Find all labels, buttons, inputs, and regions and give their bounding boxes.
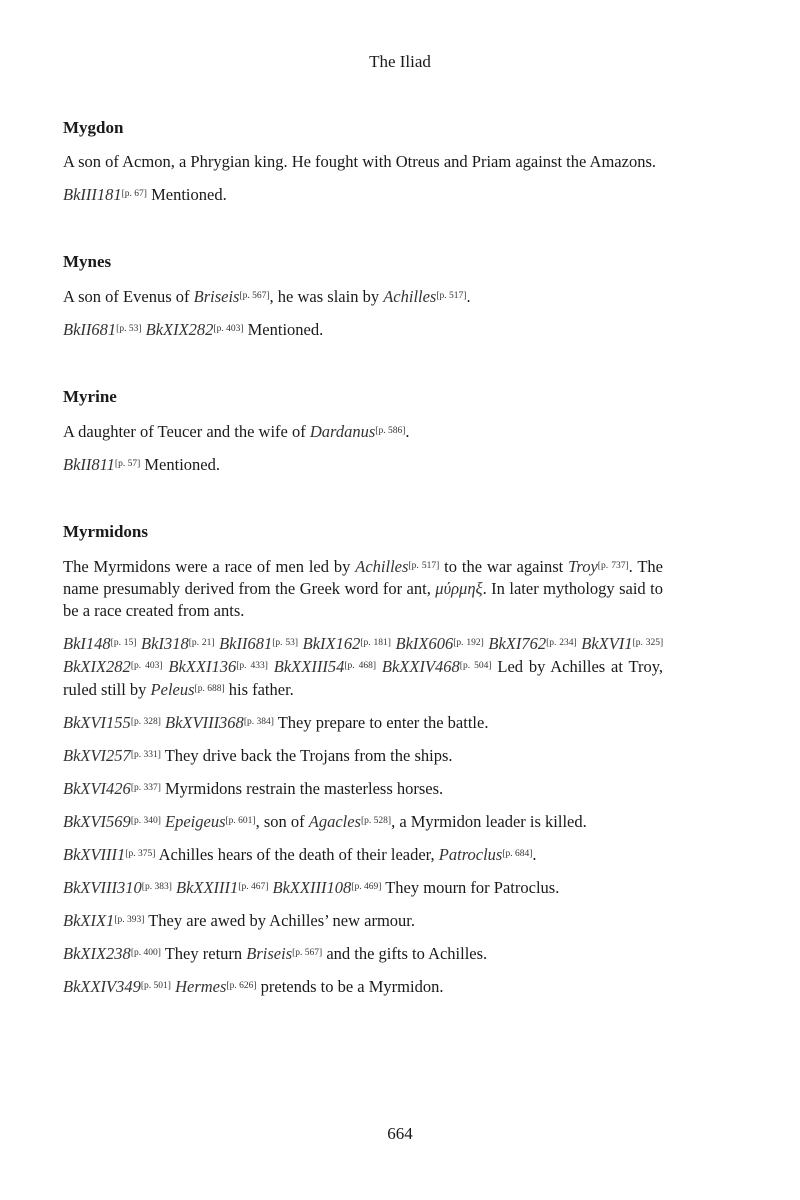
book-reference-link[interactable]: BkI148 [63, 634, 111, 653]
reference-note: They mourn for Patroclus. [381, 878, 560, 897]
reference-note: Mentioned. [144, 455, 220, 474]
cross-reference-link[interactable]: Briseis [193, 287, 240, 306]
book-reference-link[interactable]: BkXVI569 [63, 812, 131, 831]
book-reference-link[interactable]: BkXIX282 [63, 657, 131, 676]
entry-title: Mygdon [63, 118, 124, 137]
text: . [405, 422, 410, 441]
book-reference-link[interactable]: BkXXIV468 [381, 657, 460, 676]
page-reference: [p. 67] [121, 189, 147, 199]
page-reference: [p. 15] [110, 638, 137, 648]
reference-line [63, 183, 663, 206]
page-reference: [p. 626] [226, 981, 257, 991]
book-reference-link[interactable]: BkIX162 [302, 634, 361, 653]
entry-mygdon [63, 118, 663, 206]
book-reference-link[interactable]: BkXIX238 [63, 944, 131, 963]
entry-title: Mynes [63, 252, 112, 271]
cross-reference-link[interactable]: Peleus [150, 680, 195, 699]
reference-line [63, 632, 663, 701]
page-reference: [p. 384] [243, 717, 274, 727]
book-reference-link[interactable]: BkXXIII108 [272, 878, 352, 897]
page-reference: [p. 684] [502, 849, 533, 859]
book-reference-link[interactable]: BkXVI1 [581, 634, 633, 653]
reference-line [63, 744, 663, 767]
page-reference: [p. 601] [225, 816, 256, 826]
reference-line [63, 711, 663, 734]
page-reference: [p. 469] [351, 882, 382, 892]
cross-reference-link[interactable]: Briseis [246, 944, 293, 963]
page-reference: [p. 528] [360, 816, 392, 826]
reference-note: . [532, 845, 537, 864]
book-reference-link[interactable]: BkII811 [63, 455, 115, 474]
page-reference: [p. 337] [130, 783, 161, 793]
book-reference-link[interactable]: BkXXI136 [168, 657, 237, 676]
page-reference: [p. 234] [546, 638, 577, 648]
text: to the war against [439, 557, 569, 576]
text: A son of Evenus of [63, 287, 194, 306]
entry-myrmidons [63, 522, 663, 998]
page-reference: [p. 403] [130, 661, 163, 671]
book-reference-link[interactable]: BkXXIII1 [176, 878, 239, 897]
page-reference: [p. 53] [116, 324, 142, 334]
page-reference: [p. 393] [114, 915, 145, 925]
running-head: The Iliad [369, 52, 431, 71]
page-reference: [p. 517] [436, 291, 467, 301]
text: . In later mythology said to be a race created from ants. [63, 579, 663, 620]
page-reference: [p. 517] [408, 561, 440, 571]
reference-note: and the gifts to Achilles. [322, 944, 488, 963]
page-number: 664 [387, 1124, 413, 1143]
page-reference: [p. 737] [597, 561, 629, 571]
cross-reference-link[interactable]: Epeigeus [165, 812, 226, 831]
reference-line [63, 810, 663, 833]
page-reference: [p. 331] [130, 750, 161, 760]
page-reference: [p. 504] [459, 661, 492, 671]
reference-note: They are awed by Achilles’ new armour. [144, 911, 416, 930]
entry-myrine [63, 387, 663, 476]
reference-note: , son of [255, 812, 309, 831]
book-reference-link[interactable]: BkXVI426 [63, 779, 131, 798]
text: . [466, 287, 471, 306]
book-reference-link[interactable]: BkIX606 [395, 634, 454, 653]
cross-reference-link[interactable]: Troy [568, 557, 598, 576]
text: The Myrmidons were a race of men led by [63, 557, 356, 576]
page-reference: [p. 21] [188, 638, 215, 648]
page-reference: [p. 586] [375, 426, 406, 436]
cross-reference-link[interactable]: Dardanus [309, 422, 376, 441]
text: . The name presumably derived from the Greek word for ant, [63, 557, 664, 598]
entry-description: A son of Acmon, a Phrygian king. He fought with Otreus and Priam against the Amazons. [63, 152, 657, 171]
page-reference: [p. 340] [130, 816, 161, 826]
book-reference-link[interactable]: BkXXIII54 [273, 657, 345, 676]
page-reference: [p. 567] [239, 291, 270, 301]
book-reference-link[interactable]: BkXVIII1 [63, 845, 126, 864]
main-content [63, 118, 663, 1044]
reference-line [63, 975, 663, 998]
cross-reference-link[interactable]: Achilles [355, 557, 409, 576]
reference-note: Mentioned. [146, 185, 227, 204]
reference-note: pretends to be a Myrmidon. [256, 977, 444, 996]
cross-reference-link[interactable]: Achilles [383, 287, 437, 306]
reference-note: his father. [224, 680, 294, 699]
reference-note: Mentioned. [247, 320, 324, 339]
text: A daughter of Teucer and the wife of [63, 422, 310, 441]
book-reference-link[interactable]: BkXVIII310 [63, 878, 142, 897]
cross-reference-link[interactable]: Patroclus [438, 845, 503, 864]
book-reference-link[interactable]: BkXIX282 [145, 320, 214, 339]
book-reference-link[interactable]: BkXIX1 [63, 911, 115, 930]
page-reference: [p. 383] [141, 882, 172, 892]
page-reference: [p. 403] [213, 324, 244, 334]
book-reference-link[interactable]: BkXVIII368 [165, 713, 244, 732]
cross-reference-link[interactable]: Agacles [308, 812, 361, 831]
entry-description [63, 285, 663, 308]
page-reference: [p. 57] [114, 459, 141, 469]
reference-note: Myrmidons restrain the masterless horses. [160, 779, 444, 798]
book-reference-link[interactable]: BkII681 [219, 634, 273, 653]
reference-line [63, 777, 663, 800]
book-reference-link[interactable]: BkII681 [63, 320, 117, 339]
book-reference-link[interactable]: BkXXIV349 [63, 977, 141, 996]
page-reference: [p. 328] [130, 717, 161, 727]
entry-title: Myrine [63, 387, 117, 406]
page-reference: [p. 688] [194, 684, 225, 694]
reference-line [63, 876, 663, 899]
greek-word: μύρμηξ [435, 579, 483, 598]
reference-line [63, 318, 663, 341]
book-reference-link[interactable]: BkXVI155 [63, 713, 131, 732]
page-reference: [p. 375] [125, 849, 156, 859]
book-reference-link[interactable]: BkXI762 [488, 634, 547, 653]
page-reference: [p. 400] [130, 948, 161, 958]
page-reference: [p. 325] [632, 638, 664, 648]
reference-note: They prepare to enter the battle. [273, 713, 489, 732]
reference-line [63, 909, 663, 932]
page-reference: [p. 467] [238, 882, 269, 892]
page-reference: [p. 567] [292, 948, 323, 958]
reference-note: They return [160, 944, 247, 963]
book-reference-link[interactable]: BkXVI257 [63, 746, 131, 765]
reference-line [63, 942, 663, 965]
reference-note: , a Myrmidon leader is killed. [391, 812, 587, 831]
page-reference: [p. 501] [140, 981, 171, 991]
book-reference-link[interactable]: BkI318 [141, 634, 189, 653]
page-reference: [p. 433] [236, 661, 268, 671]
entry-description [63, 420, 663, 443]
text: , he was slain by [269, 287, 384, 306]
page-reference: [p. 468] [344, 661, 377, 671]
reference-note: They drive back the Trojans from the ships. [160, 746, 453, 765]
entry-mynes [63, 252, 663, 341]
page-reference: [p. 181] [360, 638, 391, 648]
entry-description [63, 555, 663, 622]
reference-note: Achilles hears of the death of their leader, [155, 845, 439, 864]
page-reference: [p. 192] [453, 638, 484, 648]
reference-line [63, 843, 663, 866]
page-reference: [p. 53] [272, 638, 299, 648]
reference-note: Led by Achilles at Troy, ruled still by [63, 657, 664, 699]
book-reference-link[interactable]: BkIII181 [63, 185, 122, 204]
reference-line [63, 453, 663, 476]
entry-title: Myrmidons [63, 522, 148, 541]
cross-reference-link[interactable]: Hermes [175, 977, 227, 996]
